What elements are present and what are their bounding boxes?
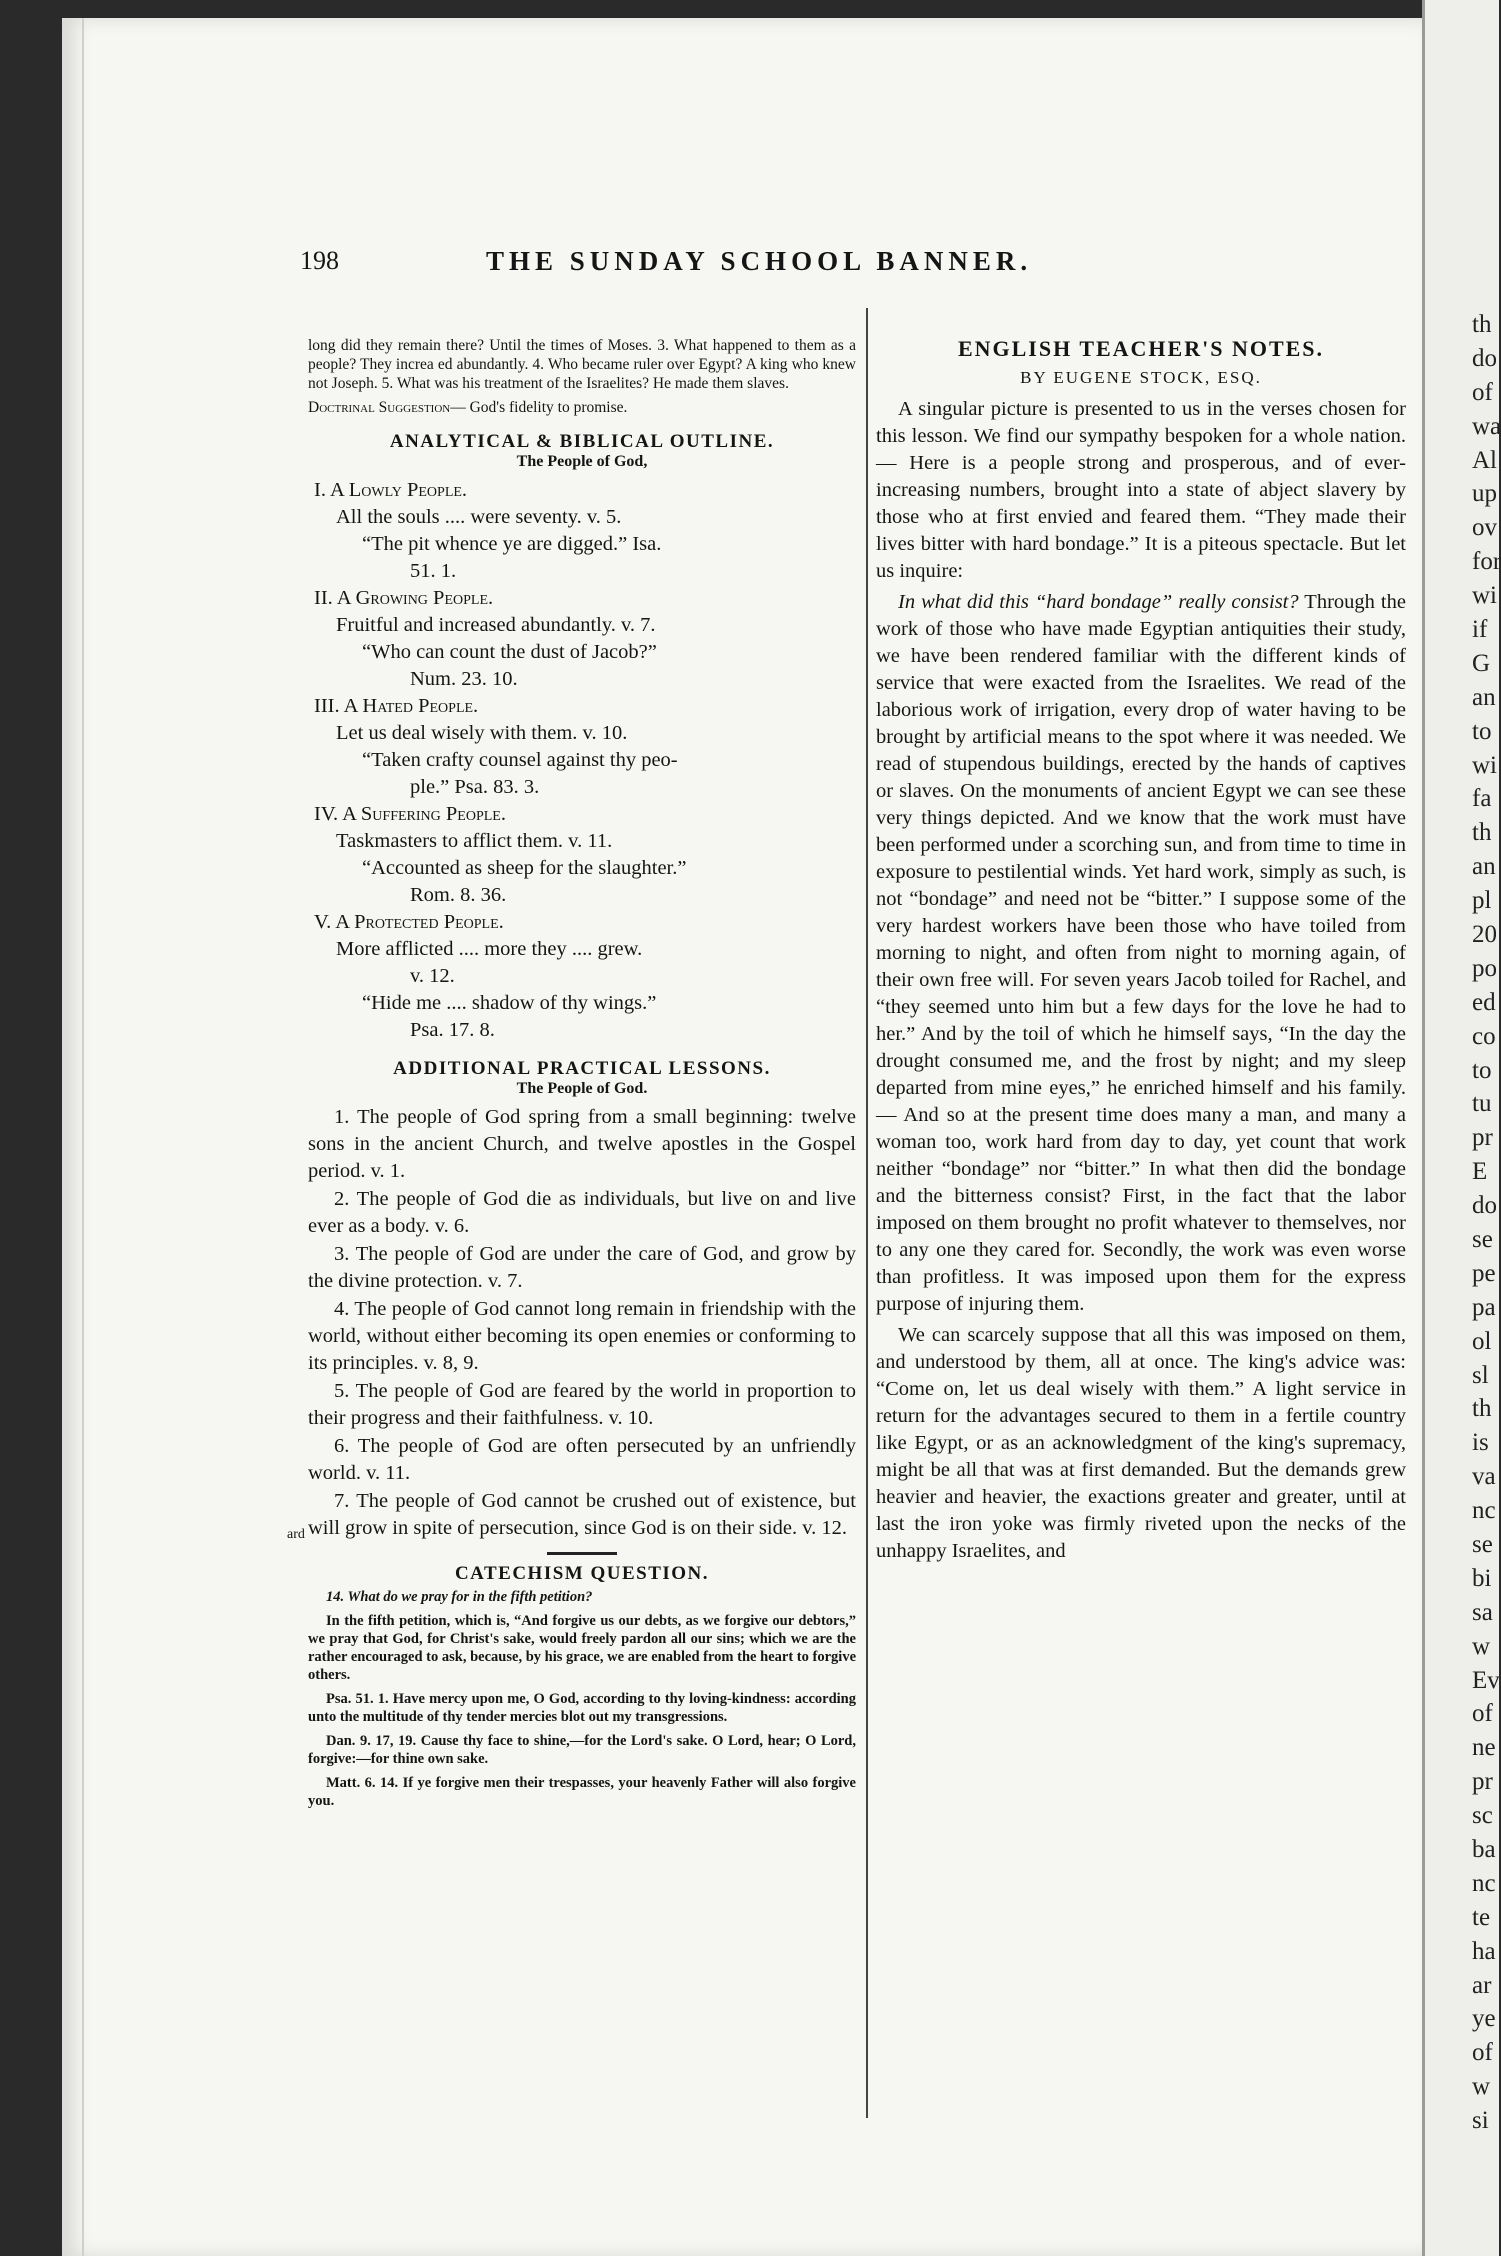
- adjacent-page-fragment: ne: [1472, 1734, 1496, 1762]
- notes-paragraph: We can scarcely suppose that all this was imposed on them, and understood by them, all at once. The king's advice was: “Come on, let us deal wisely with them.” A light service in return for the advantages secured to them in a fertile country like Egypt, or as an acknowledgment of the king's supremacy, might be all that was at first demanded. But the demands grew heavier and heavier, the exactions greater and greater, until at last the iron yoke was firmly riveted upon the necks of the unhappy Israelites, and: [876, 1324, 1406, 1562]
- outline-line: V. A Protected People.: [314, 911, 504, 933]
- lessons-subtitle: The People of God.: [516, 1080, 648, 1097]
- outline-title: ANALYTICAL & BIBLICAL OUTLINE.: [389, 431, 775, 452]
- adjacent-page-fragment: do: [1472, 1192, 1497, 1220]
- adjacent-page-fragment: ed: [1472, 988, 1496, 1016]
- outline-line: IV. A Suffering People.: [314, 803, 506, 825]
- lesson-item: 2. The people of God die as individuals, but live on and live ever as a body. v. 6.: [308, 1188, 856, 1237]
- adjacent-page-fragment: pa: [1472, 1293, 1496, 1321]
- lessons-list: [308, 1104, 856, 1542]
- margin-note: ard: [287, 1527, 305, 1542]
- adjacent-page-fragment: of: [1472, 2039, 1493, 2067]
- adjacent-page-fragment: se: [1472, 1226, 1493, 1253]
- outline-line: “Accounted as sheep for the slaughter.”: [362, 857, 687, 879]
- running-title: THE SUNDAY SCHOOL BANNER.: [486, 246, 1033, 276]
- outline-line: Psa. 17. 8.: [410, 1019, 495, 1041]
- outline-line: Rom. 8. 36.: [410, 884, 507, 906]
- adjacent-page-fragment: wi: [1472, 751, 1497, 779]
- adjacent-page-fragment: E: [1472, 1158, 1488, 1186]
- adjacent-page-fragment: ye: [1472, 2005, 1496, 2033]
- outline-line: ple.” Psa. 83. 3.: [410, 776, 540, 798]
- adjacent-page-fragment: G: [1472, 649, 1491, 677]
- left-column: [308, 336, 856, 1816]
- notes-paragraph-text: Through the work of those who have made Egyptian antiquities their study, we have been rendered familiar with the different kinds of service that were exacted from the Israelites. We read of the laborious work of irrigation, every drop of water having to be brought by artificial means to the spot where it was needed. We read of stupendous buildings, erected by the hands of captives or slaves. On the monuments of ancient Egypt we can see these very things depicted. And we know that the work must have been performed under a scorching sun, and from time to time in exposure to pestilential winds. Yet hard work, simply as such, is not “bondage” and need not be “bitter.” I suppose some of the very hardest workers have been those who have toiled from morning to night, and often from night to morning again, of their own free will. For seven years Jacob toiled for Rachel, and “they seemed unto him but a few days for the love he had to her.” And by the toil of which he himself says, “In the day the drought consumed me, and the frost by night; and my sleep departed from mine eyes,” he enriched himself and his family.— And so at the present time does many a man, and many a woman too, work hard from day to day, yet count that work neither “bondage” nor “bitter.” In what then did the bondage and the bitterness consist? First, in the fact that the labor imposed on them brought no profit whatever to themselves, nor to any one they cared for. Secondly, the work was even worse than profitless. It was imposed upon them for the express purpose of injuring them.: [876, 591, 1406, 1315]
- intro-text: long did they remain there? Until the times of Moses. 3. What happened to them as a people? They increa ed abundantly. 4. Who became ruler over Egypt? A king who knew not Joseph. 5. What was his treatment of the Israelites? He made them slaves.: [308, 337, 856, 392]
- doctrinal-text: — God's fidelity to promise.: [450, 399, 628, 416]
- adjacent-page-fragment: do: [1472, 344, 1497, 372]
- outline-line: II. A Growing People.: [314, 587, 494, 609]
- adjacent-page-fragment: pe: [1472, 1259, 1496, 1287]
- adjacent-page-fragment: w: [1472, 1632, 1491, 1660]
- adjacent-page-fragment: ov: [1472, 514, 1497, 542]
- adjacent-page-fragment: th: [1472, 311, 1492, 338]
- adjacent-page-fragment: pr: [1472, 1768, 1493, 1796]
- catechism-paragraph: In the fifth petition, which is, “And forgive us our debts, as we forgive our debtors,” we pray that God, for Christ's sake, would freely pardon all our sins; which we are the rather encouraged to ask, because, by his grace, we are enabled from the heart to forgive others.: [308, 1613, 856, 1683]
- adjacent-page-fragment: ar: [1472, 1971, 1492, 1999]
- adjacent-page-fragment: co: [1472, 1022, 1496, 1050]
- adjacent-page-fragment: 20: [1472, 921, 1497, 948]
- adjacent-page-fragment: sc: [1472, 1802, 1493, 1830]
- outline-line: More afflicted .... more they .... grew.: [336, 938, 643, 960]
- outline-line: “The pit whence ye are digged.” Isa.: [362, 533, 662, 555]
- outline-line: Fruitful and increased abundantly. v. 7.: [336, 614, 656, 636]
- lessons-title: ADDITIONAL PRACTICAL LESSONS.: [393, 1058, 771, 1079]
- adjacent-page-fragment: bi: [1472, 1564, 1492, 1592]
- catechism-paragraph: Dan. 9. 17, 19. Cause thy face to shine,—for the Lord's sake. O Lord, hear; O Lord, forgive:—for thine own sake.: [308, 1733, 856, 1767]
- lesson-item: 4. The people of God cannot long remain in friendship with the world, without either becoming its open enemies or conforming to its principles. v. 8, 9.: [308, 1298, 856, 1374]
- adjacent-page-fragment: wi: [1472, 582, 1497, 610]
- lesson-item: 5. The people of God are feared by the world in proportion to their progress and their faithfulness. v. 10.: [308, 1380, 856, 1429]
- adjacent-page-fragment: an: [1472, 853, 1496, 881]
- adjacent-page-fragment: pr: [1472, 1124, 1493, 1152]
- outline-line: v. 12.: [410, 965, 455, 987]
- notes-paragraph: A singular picture is presented to us in the verses chosen for this lesson. We find our sympathy bespoken for a whole nation.— Here is a people strong and prosperous, and of ever-increasing numbers, brought into a state of abject slavery by those who at first envied and feared them. “They made their lives bitter with hard bondage.” It is a piteous spectacle. But let us inquire:: [876, 398, 1406, 582]
- adjacent-page-fragment: an: [1472, 683, 1496, 711]
- notes-title: ENGLISH TEACHER'S NOTES.: [957, 336, 1325, 361]
- adjacent-page-fragment: nc: [1472, 1869, 1496, 1897]
- outline-line: 51. 1.: [410, 560, 457, 582]
- catechism-paragraph: Matt. 6. 14. If ye forgive men their trespasses, your heavenly Father will also forgive you.: [308, 1775, 856, 1809]
- outline-list: [308, 477, 856, 1044]
- adjacent-page-fragment: to: [1472, 717, 1492, 745]
- lesson-item: 3. The people of God are under the care of God, and grow by the divine protection. v. 7.: [308, 1243, 856, 1292]
- adjacent-page-fragment: Al: [1472, 446, 1497, 474]
- adjacent-page-fragment: to: [1472, 1056, 1492, 1084]
- outline-line: All the souls .... were seventy. v. 5.: [336, 506, 622, 528]
- outline-line: Let us deal wisely with them. v. 10.: [336, 722, 628, 744]
- adjacent-page-fragment: va: [1472, 1463, 1496, 1491]
- lesson-item: 1. The people of God spring from a small beginning: twelve sons in the ancient Church, and twelve apostles in the Gospel period. v. 1.: [308, 1106, 856, 1182]
- outline-line: III. A Hated People.: [314, 695, 479, 717]
- adjacent-page-fragment: is: [1472, 1429, 1489, 1457]
- page-header: [300, 246, 1200, 286]
- catechism-paragraph: Psa. 51. 1. Have mercy upon me, O God, according to thy loving-kindness: according unto the multitude of thy tender mercies blot out my transgressions.: [308, 1691, 856, 1725]
- catechism-question: 14. What do we pray for in the fifth petition?: [326, 1589, 593, 1605]
- lesson-item: 7. The people of God cannot be crushed out of existence, but will grow in spite of persecution, since God is on their side. v. 12.: [308, 1490, 856, 1539]
- adjacent-page-fragment: te: [1472, 1903, 1491, 1931]
- page-number: 198: [300, 246, 339, 275]
- catechism-answer: [308, 1612, 856, 1810]
- adjacent-page-fragment: ha: [1472, 1937, 1496, 1965]
- outline-line: “Hide me .... shadow of thy wings.”: [362, 992, 657, 1014]
- adjacent-page-fragment: sl: [1472, 1361, 1489, 1389]
- outline-line: Num. 23. 10.: [410, 668, 518, 690]
- adjacent-page-fragment: fa: [1472, 785, 1492, 813]
- adjacent-page-fragment: tu: [1472, 1090, 1492, 1118]
- outline-subtitle: The People of God,: [516, 453, 648, 470]
- catechism-title: CATECHISM QUESTION.: [454, 1563, 710, 1584]
- adjacent-page-fragment: nc: [1472, 1497, 1496, 1525]
- adjacent-page-fragment: of: [1472, 1700, 1493, 1728]
- adjacent-page-fragment: up: [1472, 480, 1497, 508]
- doctrinal-suggestion: [308, 399, 856, 417]
- section-rule: [547, 1552, 617, 1555]
- adjacent-page-fragment: if: [1472, 616, 1488, 643]
- adjacent-page-fragment: th: [1472, 1395, 1492, 1423]
- notes-italic-question: In what did this “hard bondage” really consist?: [898, 591, 1299, 613]
- adjacent-page-fragment: wa: [1472, 412, 1501, 440]
- adjacent-page-fragment: Ev: [1472, 1666, 1500, 1694]
- adjacent-page-fragment: po: [1472, 954, 1497, 982]
- column-divider: [866, 308, 868, 2118]
- adjacent-page-fragment: for: [1472, 548, 1501, 576]
- outline-line: “Taken crafty counsel against thy peo-: [362, 749, 678, 771]
- adjacent-page-fragment: sa: [1472, 1598, 1493, 1626]
- right-column: [876, 336, 1406, 1565]
- outline-line: “Who can count the dust of Jacob?”: [362, 641, 657, 663]
- adjacent-page-fragment: pl: [1472, 887, 1492, 915]
- adjacent-page-fragment: of: [1472, 378, 1493, 406]
- notes-paragraph: [876, 589, 1406, 1318]
- outline-line: I. A Lowly People.: [314, 479, 468, 501]
- adjacent-page-fragment: ol: [1472, 1327, 1492, 1355]
- adjacent-page-fragment: w: [1472, 2073, 1491, 2101]
- outline-line: Taskmasters to afflict them. v. 11.: [336, 830, 613, 852]
- adjacent-page-fragment: si: [1472, 2107, 1489, 2135]
- notes-author: BY EUGENE STOCK, ESQ.: [1020, 368, 1262, 387]
- adjacent-page-fragment: th: [1472, 819, 1492, 847]
- adjacent-page-fragment: ba: [1472, 1836, 1496, 1863]
- doctrinal-label: Doctrinal Suggestion: [308, 399, 451, 416]
- lesson-item: 6. The people of God are often persecuted by an unfriendly world. v. 11.: [308, 1435, 856, 1484]
- adjacent-page-fragment: se: [1472, 1531, 1493, 1558]
- notes-body: [876, 396, 1406, 1565]
